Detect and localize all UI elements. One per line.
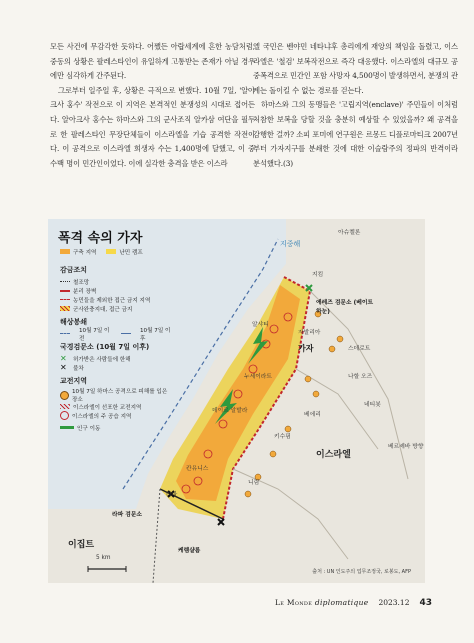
legend-label: 허가받은 사람들에 한해 xyxy=(73,356,131,363)
place-label: 알샤티 xyxy=(252,322,269,328)
place-label: 가자 xyxy=(298,344,314,353)
conflict-zone-swatch xyxy=(60,404,70,409)
place-label: 지킴 xyxy=(312,272,324,278)
place-label: 베에리 xyxy=(304,412,321,418)
legend-heading: 국경검문소 (10월 7일 이후) xyxy=(60,343,150,351)
movement-arrow-swatch xyxy=(60,426,74,429)
magazine-name xyxy=(275,598,369,607)
scale-label: 5 km xyxy=(96,555,111,561)
legend-label: 군사완충지대, 접근 금지 xyxy=(73,306,133,313)
place-label: 에레즈 검문소 (베이트 하눈) xyxy=(316,300,374,315)
page-footer xyxy=(275,598,432,608)
legend-label: 분리 장벽 xyxy=(73,288,97,295)
barrier-swatch xyxy=(60,290,70,292)
legend-heading: 감금조치 xyxy=(60,266,88,274)
place-label: 칸유니스 xyxy=(186,466,209,472)
built-area-swatch xyxy=(60,249,70,254)
restricted-zone-swatch xyxy=(60,299,70,301)
legend-label: 10월 7일 이전 xyxy=(79,327,110,342)
airstrike-swatch xyxy=(60,411,69,420)
legend-label: 10월 7일 하마스 공격으로 피해를 입은 장소 xyxy=(72,389,168,403)
magazine-suffix: diplomatique xyxy=(314,598,369,607)
barbed-wire-swatch xyxy=(60,281,70,283)
place-label: 베르셰바 방향 xyxy=(388,444,424,450)
magazine-prefix: Le Monde xyxy=(274,598,313,607)
crossing-closed-icon: ✕ xyxy=(60,363,67,372)
country-label: 이집트 xyxy=(68,540,95,550)
place-label: 케렘샬롬 xyxy=(178,548,201,554)
place-label: 네티봇 xyxy=(364,402,381,408)
crossing-open-icon: ✕ xyxy=(60,354,67,363)
legend-label: 이스라엘의 주 공습 지역 xyxy=(72,413,132,420)
place-label: 라파 xyxy=(166,492,178,498)
place-label: 아슈켈론 xyxy=(338,230,361,236)
legend-heading: 해상봉쇄 xyxy=(60,318,88,326)
place-label: 라파 검문소 xyxy=(112,512,143,518)
legend-top xyxy=(60,247,143,256)
place-label: 니림 xyxy=(248,480,260,486)
legend-label: 인구 이동 xyxy=(77,425,101,432)
legend-label: 구축 지역 xyxy=(73,249,97,256)
refugee-camp-swatch xyxy=(106,249,116,254)
legend-label: 불차 xyxy=(73,365,84,372)
place-label: 나할 오즈 xyxy=(348,374,373,380)
map-legend xyxy=(60,261,172,432)
article-left-column xyxy=(50,40,255,171)
issue-date: 2023.12 xyxy=(378,598,410,607)
place-label: 데이르 알발라 xyxy=(212,408,248,414)
article-paragraph: 그로부터 일주일 후, 상황은 극적으로 변했다. 10월 7일, '알아크사 홍수' 작전으로 이 지역은 본격적인 분쟁성의 시대로 접어든다. 알아크사 홍수는 하마스와 그의 군사조직 알카삼 여단을 필두로 한 팔레스타인 무장단체들이 이스라엘을 기습 공격한 작전이다. 이 공격으로 이스라엘 희생자 수는 1,400명에 달했고, 이 중 수백 명이 민간인이었다. 이에 실각한 충격을 받은 이스라 xyxy=(50,85,255,168)
article-paragraph: 하마스와 그의 동맹들은 '고립지역(enclave)' 주민들이 이처럼 처참한 보복을 당할 것을 충분히 예상할 수 있었을까? 왜 공격을 감행한 걸까? 소피 포미에 연구원은 르몽드 디플로마티크 2007년부터 가자지구를 분쇄한 것에 대한 이슬람주의 정파의 반격이라 분석했다.(3) xyxy=(253,100,458,168)
place-label: 스데로트 xyxy=(348,346,371,352)
legend-label: 10월 7일 이후 xyxy=(140,327,171,342)
legend-label: 철조망 xyxy=(73,279,90,286)
place-label: 키수핌 xyxy=(274,434,291,440)
page-number: 43 xyxy=(419,598,432,608)
country-label: 이스라엘 xyxy=(316,450,351,460)
place-label: 누세이라트 xyxy=(244,374,272,380)
attack-site-swatch xyxy=(60,391,69,400)
buffer-zone-swatch xyxy=(60,306,70,311)
map-source: 출처 : UN 인도주의 업무조정국, 로봉도, AFP xyxy=(312,569,411,575)
gaza-map-figure xyxy=(48,219,425,583)
blockade-before-swatch xyxy=(60,333,70,335)
article-paragraph: 모든 사건에 무감각한 듯하다. 어쨌든 아랍세계에 흔한 농담처럼, 중동의 상황은 팔레스타인이 유일하게 고통받는 존재가 아닐 경우에만 심각하게 간주된다. xyxy=(50,42,255,81)
legend-heading: 교전지역 xyxy=(60,377,88,385)
blockade-after-swatch xyxy=(121,333,131,335)
place-label: 자발리아 xyxy=(298,330,321,336)
article-right-column xyxy=(253,40,458,171)
map-title: 폭격 속의 가자 xyxy=(58,231,143,246)
legend-label: 농민들을 제외한 접근 금지 지역 xyxy=(73,297,151,304)
legend-label: 난민 캠프 xyxy=(119,249,143,256)
sea-label: 지중해 xyxy=(280,240,301,248)
article-paragraph: 엘 국민은 벤야민 네타냐후 총리에게 재앙의 책임을 돌렸고, 이스라엘은 '철검' 보복작전으로 즉각 대응했다. 이스라엘의 대규모 공중폭격으로 민간인 포함 사망자 4,500명이 발생하면서, 분쟁의 관계는 돌이킬 수 없는 경로를 걷는다. xyxy=(253,42,458,95)
legend-label: 이스라엘이 선포한 교전지역 xyxy=(73,404,142,411)
